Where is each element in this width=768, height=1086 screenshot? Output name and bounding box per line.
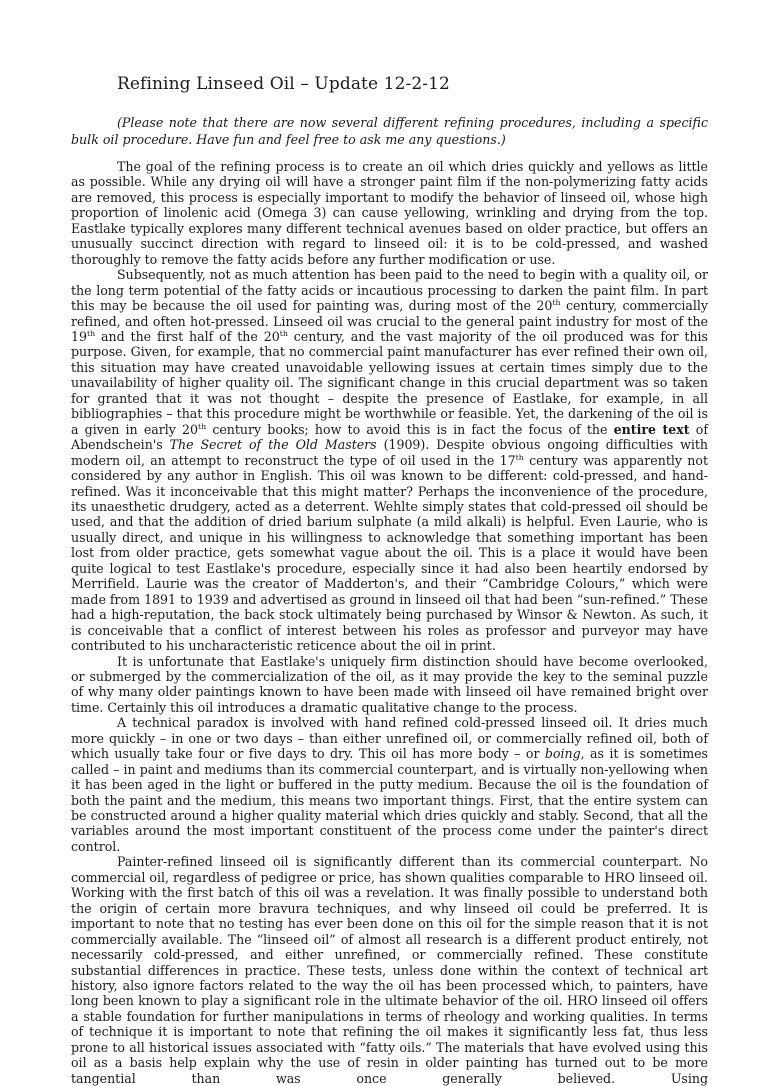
p2-sup-4: th [198,421,207,431]
p4-italic-term: boing [544,746,581,762]
paragraph-2 [71,267,708,653]
p2-text-g: (1909). Despite obvious ongoing difficulties with modern oil, an attempt to reconstruct the type of oil used in the 17 [71,437,708,468]
paragraph-5: Painter-refined linseed oil is significantly different than its commercial counterpart. No commercial oil, regardless of pedigree or price, has shown qualities comparable to HRO linseed oil. Working with the first batch of this oil was a revelation. It was finally possible to understand both the origin of certain more bravura techniques, and why linseed oil could be preferred. It is important to note that no testing has ever been done on this oil for the simple reason that it is not commercially available. The “linseed oil” of almost all research is a different product entirely, not necessarily cold-pressed, and either unrefined, or commercially refined. These constitute substantial differences in practice. These tests, unless done within the context of technical art history, also ignore factors related to the way the oil has been processed which, to painters, have long been known to play a significant role in the ultimate behavior of the oil. HRO linseed oil offers a stable foundation for further manipulations in terms of rheology and working qualities. In terms of technique it is important to note that refining the oil makes it significantly less fat, thus less prone to all historical issues associated with “fatty oils.” The materials that have evolved using this oil as a basis help explain why the use of resin in older painting has turned out to be more tangential than was once generally believed. Using [71,854,708,1086]
p2-text-d: century, and the vast majority of the oil produced was for this purpose. Given, for example, that no commercial paint manufacturer has ever refined their own oil, this situation may have created unavoidable yellowing issues at certain times simply due to the unavailability of higher quality oil. The significant change in this crucial department was so taken for granted that it was not thought – despite the presence of Eastlake, for example, in all bibliographies – that this procedure might be worthwhile or feasible. Yet, the darkening of the oil is a given in early 20 [71,328,708,437]
p2-text-h: century was apparently not considered by any author in English. This oil was known to be different: cold-pressed, and hand-refined. Was it inconceivable that this might matter? Perhaps the inconvenience of the procedure, its unaesthetic drudgery, acted as a deterrent. Wehlte simply states that cold-pressed oil should be used, and that the addition of dried barium sulphate (a mild alkali) is helpful. Even Laurie, who is usually direct, and unique in his willingness to acknowledge that something important has been lost from older practice, gets somewhat vague about the oil. This is a place it would have been quite logical to test Eastlake's procedure, especially since it had also been heartily endorsed by Merrifield. Laurie was the creator of Madderton's, and their “Cambridge Colours,” which were made from 1891 to 1939 and advertised as ground in linseed oil that had been “sun-refined.” These had a high-reputation, the back stock ultimately being purchased by Winsor & Newton. As such, it is conceivable that a conflict of interest between his roles as professor and purveyor may have contributed to his uncharacteristic reticence about the oil in print. [71,452,708,654]
note-paragraph: (Please note that there are now several different refining procedures, including a specific bulk oil procedure. Have fun and feel free to ask me any questions.) [71,115,708,147]
p4-text-a: A technical paradox is involved with hand refined cold-pressed linseed oil. It dries much more quickly – in one or two days – than either unrefined oil, or commercially refined oil, both of which usually take four or five days to dry. This oil has more body – or [71,715,708,762]
p2-bold-text: entire text [613,421,690,437]
p2-text-b: century, commercially refined, and often hot-pressed. Linseed oil was crucial to the general paint industry for most of the 19 [71,298,708,344]
p2-text-e: century books; how to avoid this is in fact the focus of the [206,421,614,437]
p4-text-b: , as it is sometimes called – in paint and mediums than its commercial counterpart, and is virtually non-yellowing when it has been aged in the light or buffered in the putty medium. Because the oil is the foundation of both the paint and the medium, this means two important things. First, that the entire system can be constructed around a higher quality material which dries quickly and stably. Second, that all the variables around the most important constituent of the process come under the painter's direct control. [71,746,708,854]
p2-sup-3: th [279,328,288,338]
book-title: The Secret of the Old Masters [169,437,377,453]
document-body [71,159,708,1086]
p2-text-f: of Abendschein's [71,421,708,453]
p2-sup-2: th [87,328,96,338]
p2-text-c: and the first half of the 20 [95,328,280,344]
paragraph-1: The goal of the refining process is to create an oil which dries quickly and yellows as little as possible. While any drying oil will have a stronger paint film if the non-polymerizing fatty acids are removed, this process is especially important to modify the behavior of linseed oil, whose high proportion of linolenic acid (Omega 3) can cause yellowing, wrinkling and drying from the top. Eastlake typically explores many different technical avenues based on older practice, but offers an unusually succinct direction with regard to linseed oil: it is to be cold-pressed, and washed thoroughly to remove the fatty acids before any further modification or use. [71,159,708,267]
p2-sup-5: th [515,452,524,462]
document-title: Refining Linseed Oil – Update 12-2-12 [117,74,450,94]
paragraph-3: It is unfortunate that Eastlake's uniquely firm distinction should have become overlooked, or submerged by the commercialization of the oil, as it may provide the key to the seminal puzzle of why many older paintings known to have been made with linseed oil have remained bright over time. Certainly this oil introduces a dramatic qualitative change to the process. [71,653,708,715]
p2-text-a: Subsequently, not as much attention has been paid to the need to begin with a quality oil, or the long term potential of the fatty acids or incautious processing to darken the paint film. In part this may be because the oil used for painting was, during most of the 20 [71,267,708,314]
p2-sup-1: th [552,297,561,307]
paragraph-4 [71,715,708,854]
